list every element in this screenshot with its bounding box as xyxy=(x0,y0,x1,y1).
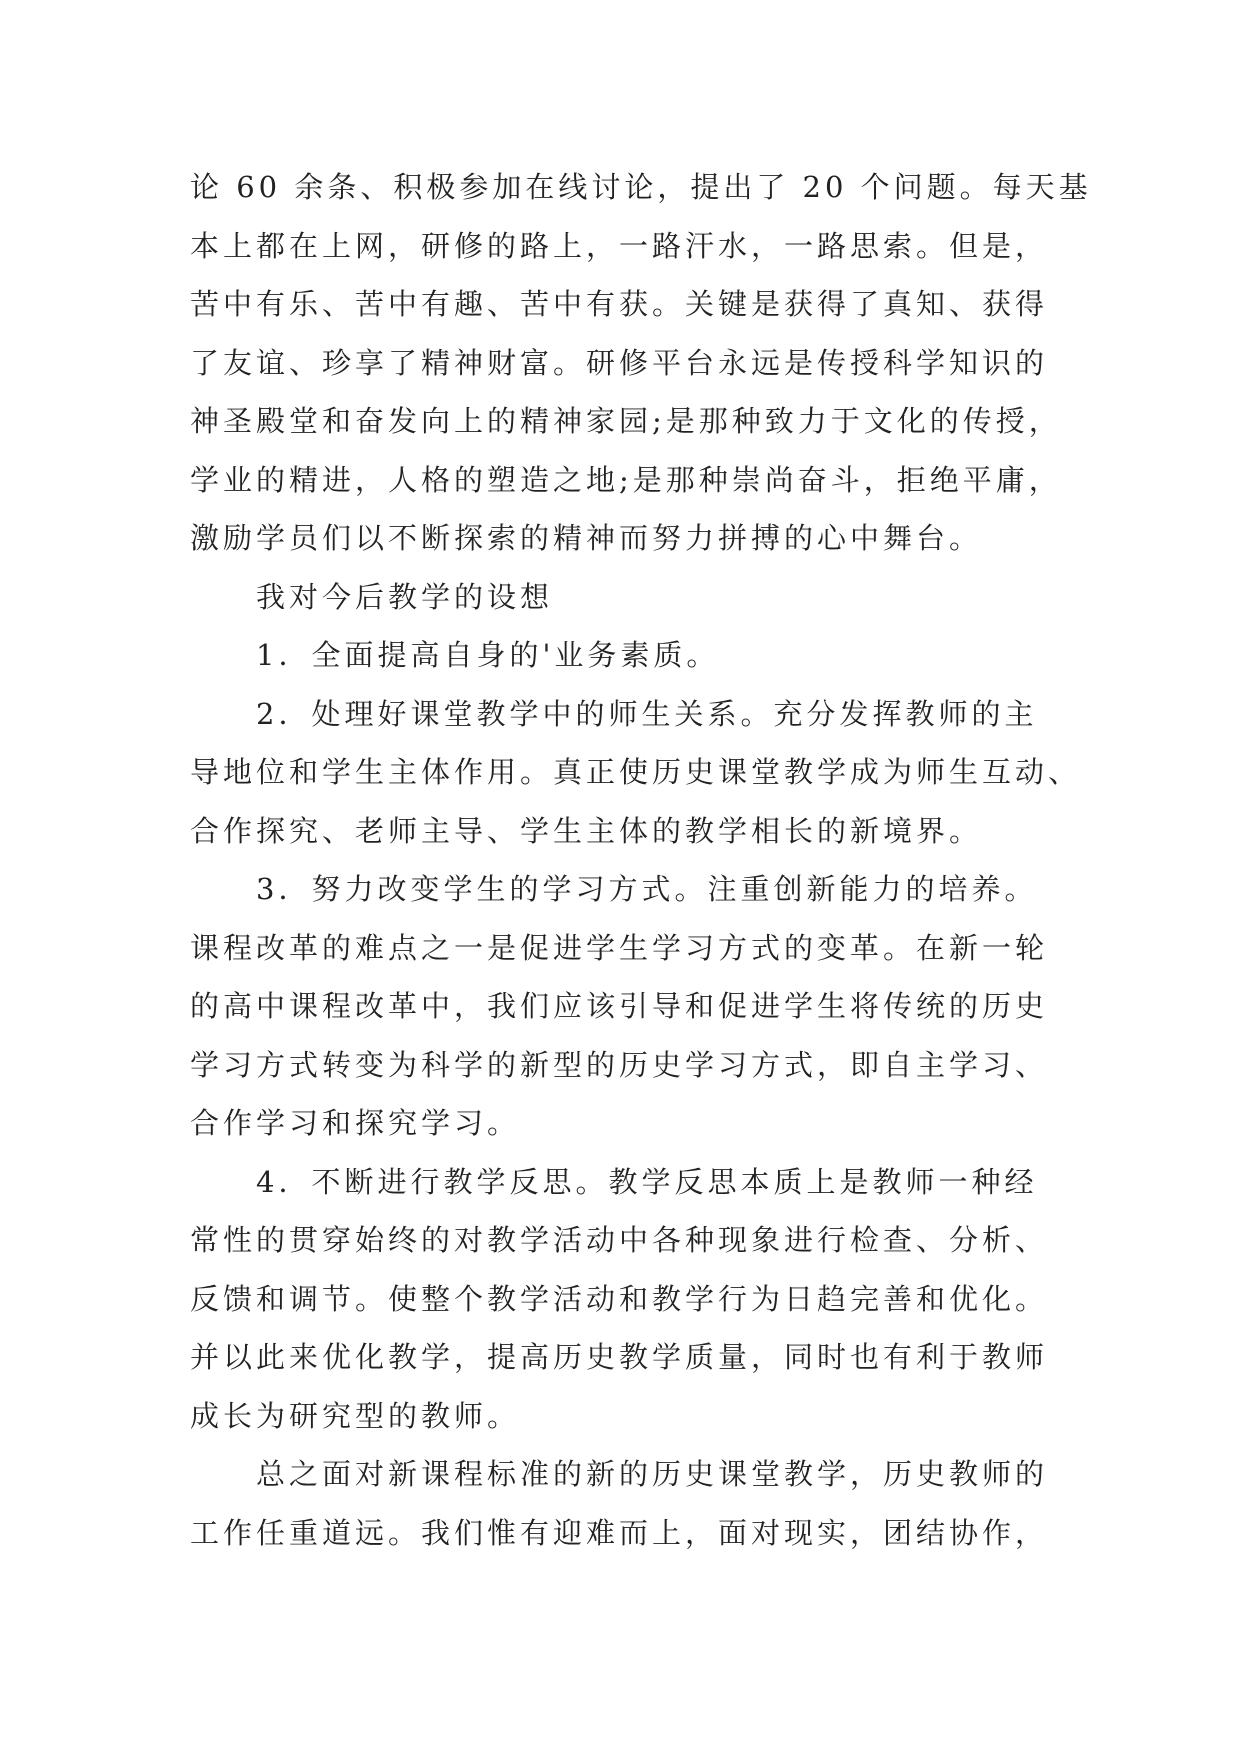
text-line: 神圣殿堂和奋发向上的精神家园;是那种致力于文化的传授， xyxy=(190,404,1062,438)
text-line: 并以此来优化教学，提高历史教学质量，同时也有利于教师 xyxy=(190,1340,1049,1374)
paragraph-start: 总之面对新课程标准的新的历史课堂教学，历史教师的 xyxy=(256,1457,1049,1491)
text-line: 合作探究、老师主导、学生主体的教学相长的新境界。 xyxy=(190,813,983,848)
list-item: 4．不断进行教学反思。教学反思本质上是教师一种经 xyxy=(256,1164,1038,1199)
text-line: 激励学员们以不断探索的精神而努力拼搏的心中舞台。 xyxy=(190,521,983,555)
text-line: 的高中课程改革中，我们应该引导和促进学生将传统的历史 xyxy=(190,989,1049,1023)
text-line: 苦中有乐、苦中有趣、苦中有获。关键是获得了真知、获得 xyxy=(190,287,1049,321)
text-line: 成长为研究型的教师。 xyxy=(190,1398,521,1433)
list-item: 1．全面提高自身的'业务素质。 xyxy=(256,638,720,672)
text-line: 工作任重道远。我们惟有迎难而上，面对现实，团结协作， xyxy=(190,1515,1049,1550)
text-line: 本上都在上网，研修的路上，一路汗水，一路思索。但是， xyxy=(190,228,1049,263)
text-line: 学业的精进，人格的塑造之地;是那种崇尚奋斗，拒绝平庸， xyxy=(190,462,1062,497)
text-line: 论 60 余条、积极参加在线讨论，提出了 20 个问题。每天基 xyxy=(190,170,1092,204)
text-line: 合作学习和探究学习。 xyxy=(190,1106,521,1140)
text-line: 常性的贯穿始终的对教学活动中各种现象进行检查、分析、 xyxy=(190,1223,1049,1257)
text-line: 了友谊、珍享了精神财富。研修平台永远是传授科学知识的 xyxy=(190,345,1049,380)
text-line: 导地位和学生主体作用。真正使历史课堂教学成为师生互动、 xyxy=(190,755,1082,789)
text-line: 课程改革的难点之一是促进学生学习方式的变革。在新一轮 xyxy=(190,930,1049,965)
section-heading: 我对今后教学的设想 xyxy=(256,579,554,614)
list-item: 3．努力改变学生的学习方式。注重创新能力的培养。 xyxy=(256,872,1038,906)
document-body xyxy=(190,158,1092,1562)
text-line: 反馈和调节。使整个教学活动和教学行为日趋完善和优化。 xyxy=(190,1281,1049,1316)
list-item: 2．处理好课堂教学中的师生关系。充分发挥教师的主 xyxy=(256,696,1038,731)
text-line: 学习方式转变为科学的新型的历史学习方式，即自主学习、 xyxy=(190,1047,1049,1082)
